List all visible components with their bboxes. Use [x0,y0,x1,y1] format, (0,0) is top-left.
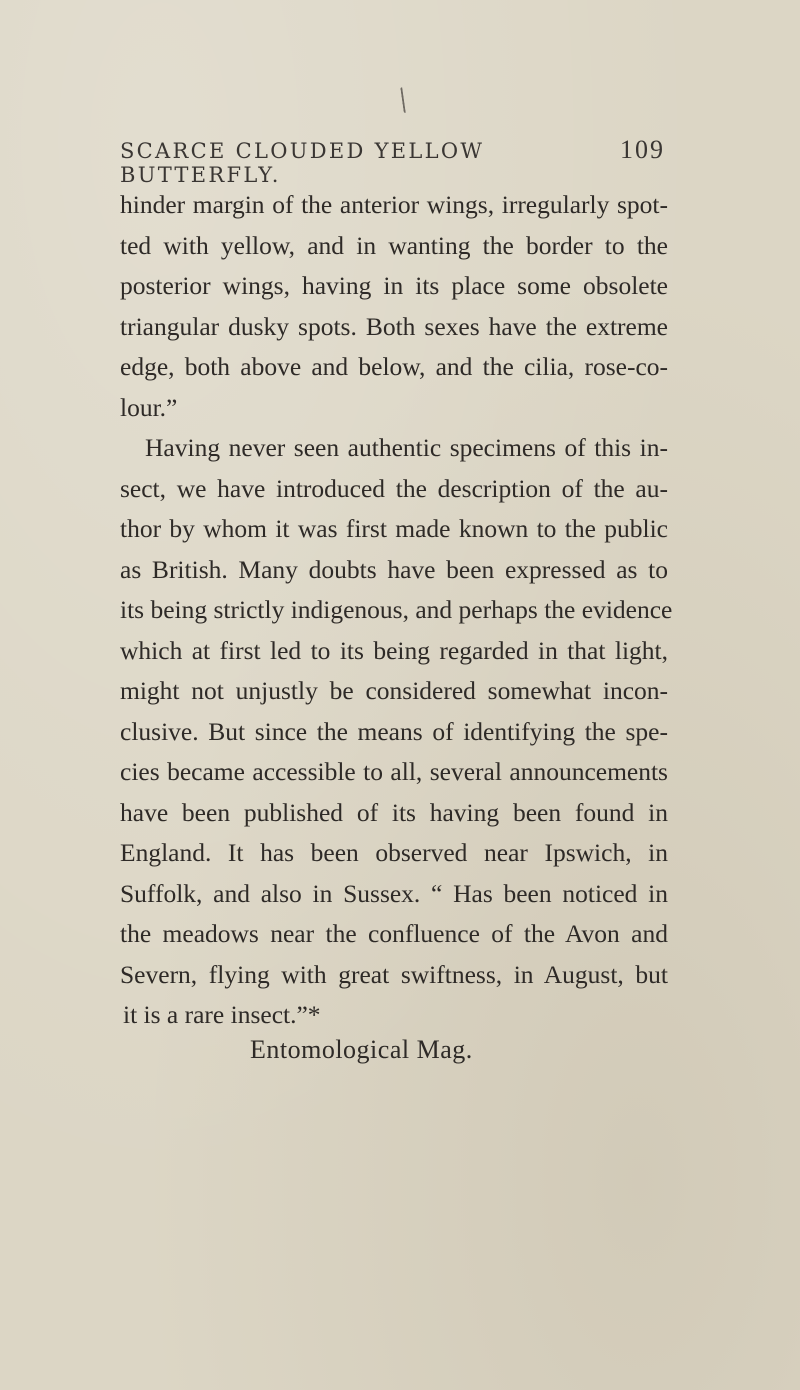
text-line: edge, both above and below, and the cilia, rose-co- [120,352,668,381]
running-head [120,135,665,187]
text-line: sect, we have introduced the description of the au- [120,473,668,503]
body-text [120,185,673,1036]
text-line: might not unjustly be considered somewhat incon- [120,676,668,705]
text-line: Severn, flying with great swiftness, in August, but [120,959,668,989]
ink-mark [400,87,408,113]
text-line: clusive. But since the means of identifying the spe- [120,716,668,746]
text-line: have been published of its having been found in [120,797,668,827]
text-line: the meadows near the confluence of the Avon and [120,919,668,948]
text-line: cies became accessible to all, several announcements [120,757,668,786]
text-line: its being strictly indigenous, and perhaps the evidence [120,595,673,624]
text-line: ted with yellow, and in wanting the border to the [120,230,668,260]
running-title: SCARCE CLOUDED YELLOW BUTTERFLY. [120,139,485,187]
text-line: Suffolk, and also in Sussex. “ Has been noticed in [120,878,668,908]
text-line: lour.” [120,392,178,422]
text-line: it is a rare insect.”* [123,1000,321,1029]
text-line: thor by whom it was first made known to the public [120,514,668,543]
text-line: as British. Many doubts have been expressed as to [120,554,668,584]
text-line: triangular dusky spots. Both sexes have the extreme [120,311,668,341]
text-line: which at first led to its being regarded in that light, [120,635,668,665]
page-number: 109 [620,135,665,164]
text-line: posterior wings, having in its place some obsolete [120,271,668,300]
footnote: Entomological Mag. [250,1035,473,1064]
text-line: England. It has been observed near Ipswich, in [120,838,668,867]
text-line: hinder margin of the anterior wings, irregularly spot- [120,190,668,219]
text-line: Having never seen authentic specimens of this in- [145,433,668,462]
